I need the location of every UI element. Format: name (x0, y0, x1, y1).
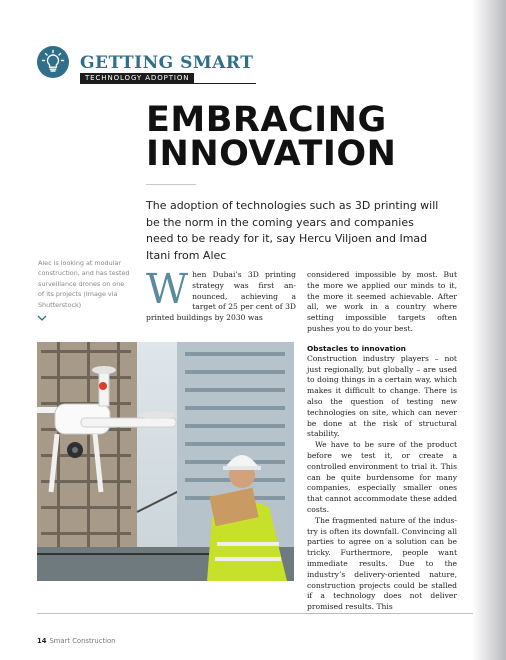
drone-and-construction-worker-photo (37, 342, 294, 581)
body-paragraph-2: Construction industry players – not just regionally, but globally – are used to doing things in a certain way, which makes it difficult to change. There is also the question of testing new technologies on site, which can never be done at the risk of structural stability. (307, 353, 457, 439)
drop-cap: W (146, 265, 189, 313)
lightbulb-icon (37, 46, 69, 78)
photo-caption: Alec is looking at modular construction, and has tested surveillance drones on one of its projects (Image via Shutterstock) (38, 259, 130, 309)
page-edge-shadow (472, 0, 506, 660)
section-tag: TECHNOLOGY ADOPTION (80, 73, 194, 84)
body-column-2 (307, 270, 457, 613)
body-paragraph-4: The fragmented nature of the industry is often its downfall. Convincing all parties to agree on a solution can be tricky. Furthermore, people want immediate results. Due to the industry’s delivery-oriented nature, construction projects could be stalled if a technology does not deliver promised results. This (307, 515, 457, 612)
body-subheading: Obstacles to innovation (307, 343, 406, 353)
page-number: 14 (37, 637, 47, 645)
section-title: GETTING SMART (80, 53, 254, 73)
page-footer (37, 637, 115, 645)
body-paragraph-1: hen Dubai’s 3D printing strategy was first announced, achieving a target of 25 per cent of 3D printed buildings by 2030 was (146, 270, 296, 323)
headline-line-2: INNOVATION (146, 134, 397, 174)
article-standfirst: The adoption of technologies such as 3D printing will be the norm in the coming years and companies need to be ready for it, say Hercu Viljoen and Imad Itani from Alec (146, 199, 439, 262)
headline-line-1: EMBRACING (146, 100, 387, 140)
section-logo (37, 46, 69, 78)
footer-rule (37, 613, 473, 614)
body-column-1 (146, 265, 296, 324)
section-tag-rule (190, 83, 256, 84)
headline-divider (146, 184, 196, 185)
body-paragraph-continued: considered impossible by most. But the more we applied our minds to it, the more it seemed achievable. After all, we work in a country where setting impossible targets often pushes you to do your best. (307, 270, 457, 333)
chevron-down-icon (37, 314, 47, 322)
publication-name: Smart Construction (49, 637, 116, 645)
body-paragraph-3: We have to be sure of the product before we test it, or create a controlled environment to trial it. This can be quite burdensome for many companies, especially smaller ones that cannot accommodate these added costs. (307, 440, 457, 514)
article-headline (146, 100, 397, 174)
